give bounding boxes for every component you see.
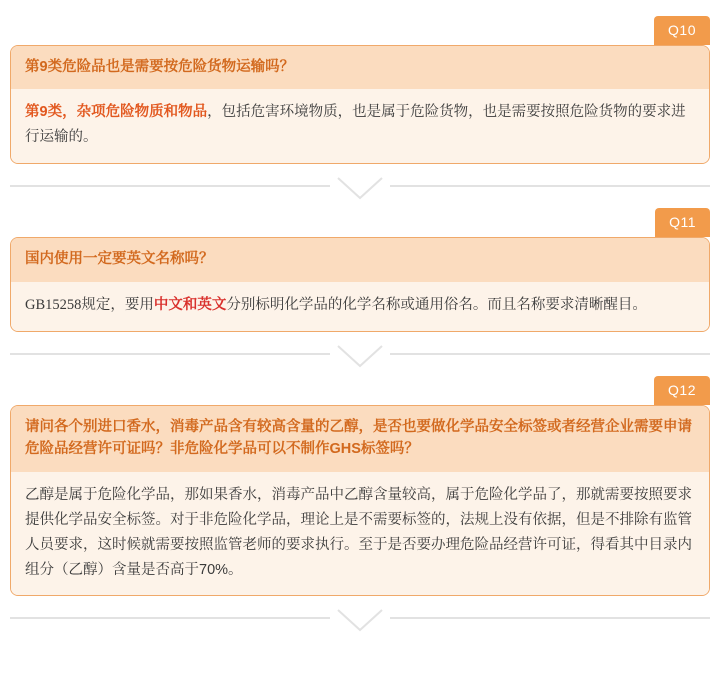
answer-highlight: 中文和英文 (153, 296, 227, 313)
answer-body: ，包括危害环境物质，也是属于危险货物，也是需要按照危险货物的要求进行运输的。 (25, 104, 686, 146)
answer-body: 乙醇是属于危险化学品，那如果香水，消毒产品中乙醇含量较高，属于危险化学品了，那就需要按照要求提供化学品安全标签。对于非危险化学品，理论上是不需要标签的，法规上没有依据，但是不排除有监管人员要求，这时候就需要按照监管老师的要求执行。至于是否要办理危险品经营许可证，得看其中目录内组分（乙醇）含量是否高于70%。 (25, 486, 692, 578)
badge-row (0, 376, 720, 405)
badge-row (0, 208, 720, 237)
section-separator (0, 332, 720, 376)
answer-body: GB15258规定，要用 (25, 296, 154, 313)
chevron-down-icon (330, 602, 390, 636)
qa-answer-text (11, 89, 709, 163)
section-separator (0, 596, 720, 640)
qa-answer-text (11, 472, 709, 596)
chevron-down-icon (330, 170, 390, 204)
qa-question-text: 国内使用一定要英文名称吗？ (11, 238, 709, 281)
qa-card (10, 45, 710, 164)
qa-card (10, 237, 710, 331)
chevron-down-icon (330, 338, 390, 372)
question-badge: Q10 (654, 16, 710, 45)
question-badge: Q11 (655, 208, 710, 237)
qa-question-text: 请问各个别进口香水，消毒产品含有较高含量的乙醇，是否也要做化学品安全标签或者经营企业需要申请危险品经营许可证吗？非危险化学品可以不制作GHS标签吗？ (11, 406, 709, 472)
answer-highlight: 第9类，杂项危险物质和物品 (25, 104, 208, 121)
section-separator (0, 164, 720, 208)
qa-question-text: 第9类危险品也是需要按危险货物运输吗？ (11, 46, 709, 89)
answer-body-2: 分别标明化学品的化学名称或通用俗名。而且名称要求清晰醒目。 (226, 296, 647, 313)
qa-card (10, 405, 710, 597)
badge-row (0, 16, 720, 45)
question-badge: Q12 (654, 376, 710, 405)
qa-answer-text (11, 282, 709, 331)
